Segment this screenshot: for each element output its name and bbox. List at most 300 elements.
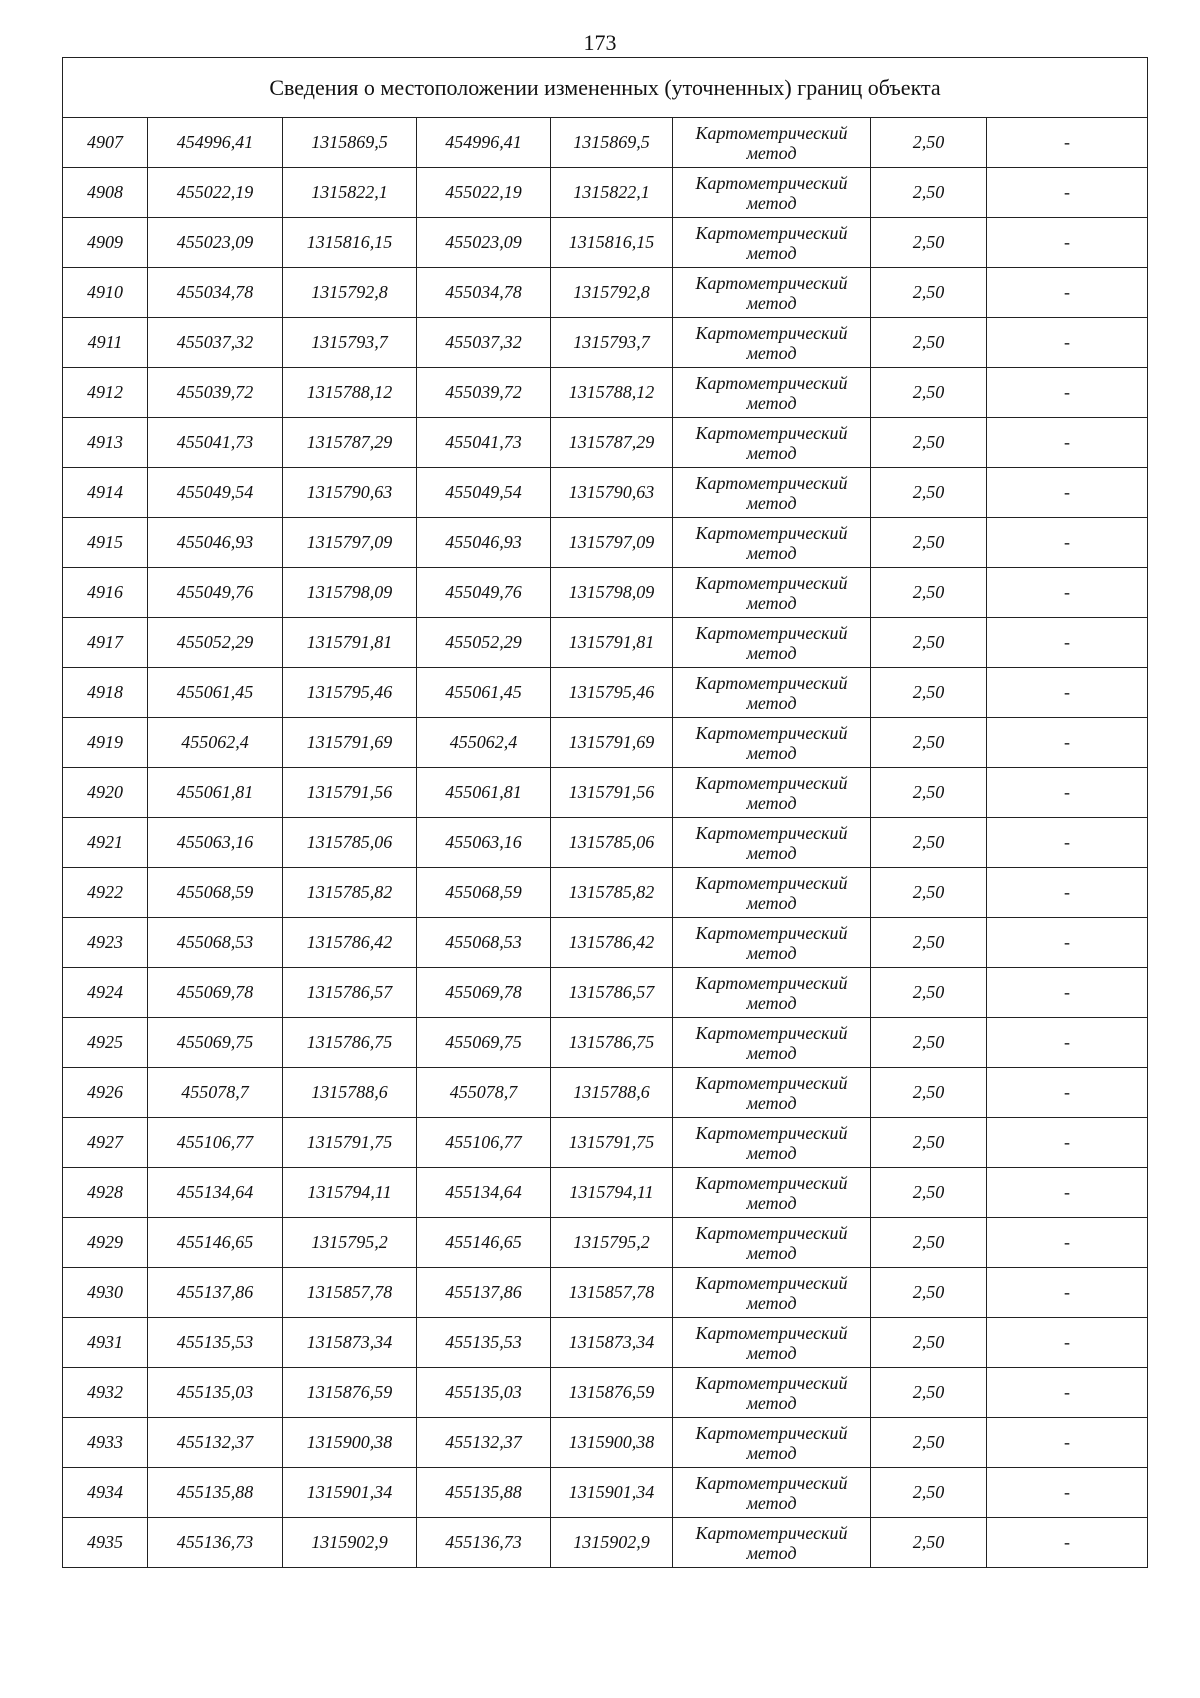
- y-new-cell: 1315790,63: [551, 468, 673, 518]
- x-existing-cell: 455022,19: [148, 168, 283, 218]
- point-number-cell: 4909: [63, 218, 148, 268]
- method-line-1: Картометрический: [695, 1422, 848, 1443]
- method-line-1: Картометрический: [695, 472, 848, 493]
- method-line-2: метод: [746, 492, 797, 513]
- x-existing-cell: 454996,41: [148, 118, 283, 168]
- point-number-cell: 4912: [63, 368, 148, 418]
- x-new-cell: 455132,37: [417, 1418, 551, 1468]
- x-new-cell: 455049,76: [417, 568, 551, 618]
- table-row: [63, 768, 1148, 818]
- note-cell: -: [987, 268, 1148, 318]
- y-new-cell: 1315794,11: [551, 1168, 673, 1218]
- x-existing-cell: 455052,29: [148, 618, 283, 668]
- x-existing-cell: 455106,77: [148, 1118, 283, 1168]
- table-row: [63, 368, 1148, 418]
- y-existing-cell: 1315900,38: [283, 1418, 417, 1468]
- x-new-cell: 455134,64: [417, 1168, 551, 1218]
- y-new-cell: 1315786,75: [551, 1018, 673, 1068]
- method-line-1: Картометрический: [695, 722, 848, 743]
- accuracy-cell: 2,50: [871, 668, 987, 718]
- method-cell: [673, 268, 871, 318]
- y-new-cell: 1315788,12: [551, 368, 673, 418]
- method-cell: [673, 318, 871, 368]
- method-line-1: Картометрический: [695, 272, 848, 293]
- y-existing-cell: 1315822,1: [283, 168, 417, 218]
- x-existing-cell: 455049,54: [148, 468, 283, 518]
- accuracy-cell: 2,50: [871, 1068, 987, 1118]
- table-row: [63, 918, 1148, 968]
- method-line-2: метод: [746, 892, 797, 913]
- point-number-cell: 4914: [63, 468, 148, 518]
- method-line-2: метод: [746, 792, 797, 813]
- note-cell: -: [987, 1018, 1148, 1068]
- point-number-cell: 4915: [63, 518, 148, 568]
- y-new-cell: 1315786,42: [551, 918, 673, 968]
- method-cell: [673, 218, 871, 268]
- method-line-1: Картометрический: [695, 1072, 848, 1093]
- x-existing-cell: 455068,59: [148, 868, 283, 918]
- method-line-1: Картометрический: [695, 872, 848, 893]
- method-line-2: метод: [746, 1442, 797, 1463]
- table-row: [63, 1168, 1148, 1218]
- method-cell: [673, 418, 871, 468]
- method-line-2: метод: [746, 1092, 797, 1113]
- y-new-cell: 1315816,15: [551, 218, 673, 268]
- y-existing-cell: 1315786,42: [283, 918, 417, 968]
- y-existing-cell: 1315794,11: [283, 1168, 417, 1218]
- point-number-cell: 4931: [63, 1318, 148, 1368]
- method-line-2: метод: [746, 1542, 797, 1563]
- x-new-cell: 455049,54: [417, 468, 551, 518]
- note-cell: -: [987, 668, 1148, 718]
- y-new-cell: 1315857,78: [551, 1268, 673, 1318]
- x-new-cell: 455062,4: [417, 718, 551, 768]
- method-cell: [673, 568, 871, 618]
- x-new-cell: 455063,16: [417, 818, 551, 868]
- method-line-1: Картометрический: [695, 1022, 848, 1043]
- y-new-cell: 1315792,8: [551, 268, 673, 318]
- x-new-cell: 455135,53: [417, 1318, 551, 1368]
- x-existing-cell: 455041,73: [148, 418, 283, 468]
- method-line-2: метод: [746, 1042, 797, 1063]
- x-existing-cell: 455034,78: [148, 268, 283, 318]
- x-new-cell: 455135,03: [417, 1368, 551, 1418]
- x-new-cell: 455061,45: [417, 668, 551, 718]
- point-number-cell: 4935: [63, 1518, 148, 1568]
- y-existing-cell: 1315788,6: [283, 1068, 417, 1118]
- method-cell: [673, 1318, 871, 1368]
- y-new-cell: 1315793,7: [551, 318, 673, 368]
- page-number: 173: [583, 30, 617, 55]
- note-cell: -: [987, 1168, 1148, 1218]
- y-new-cell: 1315873,34: [551, 1318, 673, 1368]
- method-cell: [673, 1118, 871, 1168]
- x-new-cell: 455039,72: [417, 368, 551, 418]
- y-existing-cell: 1315857,78: [283, 1268, 417, 1318]
- y-existing-cell: 1315902,9: [283, 1518, 417, 1568]
- point-number-cell: 4929: [63, 1218, 148, 1268]
- method-cell: [673, 868, 871, 918]
- x-new-cell: 455046,93: [417, 518, 551, 568]
- table-row: [63, 468, 1148, 518]
- point-number-cell: 4928: [63, 1168, 148, 1218]
- x-existing-cell: 455062,4: [148, 718, 283, 768]
- y-new-cell: 1315822,1: [551, 168, 673, 218]
- y-new-cell: 1315786,57: [551, 968, 673, 1018]
- y-new-cell: 1315791,81: [551, 618, 673, 668]
- point-number-cell: 4930: [63, 1268, 148, 1318]
- method-cell: [673, 118, 871, 168]
- point-number-cell: 4907: [63, 118, 148, 168]
- note-cell: -: [987, 1068, 1148, 1118]
- y-existing-cell: 1315873,34: [283, 1318, 417, 1368]
- y-existing-cell: 1315876,59: [283, 1368, 417, 1418]
- method-cell: [673, 1518, 871, 1568]
- y-existing-cell: 1315869,5: [283, 118, 417, 168]
- y-new-cell: 1315791,56: [551, 768, 673, 818]
- x-existing-cell: 455136,73: [148, 1518, 283, 1568]
- y-existing-cell: 1315788,12: [283, 368, 417, 418]
- accuracy-cell: 2,50: [871, 368, 987, 418]
- method-cell: [673, 1418, 871, 1468]
- note-cell: -: [987, 568, 1148, 618]
- method-line-1: Картометрический: [695, 122, 848, 143]
- table-row: [63, 1218, 1148, 1268]
- y-new-cell: 1315785,82: [551, 868, 673, 918]
- accuracy-cell: 2,50: [871, 418, 987, 468]
- x-existing-cell: 455069,78: [148, 968, 283, 1018]
- table-row: [63, 1018, 1148, 1068]
- x-existing-cell: 455063,16: [148, 818, 283, 868]
- x-existing-cell: 455135,88: [148, 1468, 283, 1518]
- note-cell: -: [987, 1318, 1148, 1368]
- method-line-2: метод: [746, 992, 797, 1013]
- method-line-1: Картометрический: [695, 372, 848, 393]
- method-line-1: Картометрический: [695, 672, 848, 693]
- point-number-cell: 4921: [63, 818, 148, 868]
- method-line-2: метод: [746, 1292, 797, 1313]
- method-line-1: Картометрический: [695, 1172, 848, 1193]
- note-cell: -: [987, 1418, 1148, 1468]
- y-existing-cell: 1315790,63: [283, 468, 417, 518]
- table-row: [63, 1068, 1148, 1118]
- x-new-cell: 455106,77: [417, 1118, 551, 1168]
- method-line-1: Картометрический: [695, 622, 848, 643]
- y-new-cell: 1315798,09: [551, 568, 673, 618]
- accuracy-cell: 2,50: [871, 118, 987, 168]
- method-cell: [673, 718, 871, 768]
- method-cell: [673, 668, 871, 718]
- y-existing-cell: 1315791,75: [283, 1118, 417, 1168]
- note-cell: -: [987, 718, 1148, 768]
- point-number-cell: 4926: [63, 1068, 148, 1118]
- note-cell: -: [987, 318, 1148, 368]
- note-cell: -: [987, 1518, 1148, 1568]
- table-row: [63, 218, 1148, 268]
- table-row: [63, 168, 1148, 218]
- method-cell: [673, 1468, 871, 1518]
- y-existing-cell: 1315795,2: [283, 1218, 417, 1268]
- point-number-cell: 4920: [63, 768, 148, 818]
- x-existing-cell: 455137,86: [148, 1268, 283, 1318]
- y-new-cell: 1315791,75: [551, 1118, 673, 1168]
- accuracy-cell: 2,50: [871, 1318, 987, 1368]
- accuracy-cell: 2,50: [871, 718, 987, 768]
- table-row: [63, 318, 1148, 368]
- y-new-cell: 1315785,06: [551, 818, 673, 868]
- table-row: [63, 718, 1148, 768]
- accuracy-cell: 2,50: [871, 1518, 987, 1568]
- table-row: [63, 1318, 1148, 1368]
- method-line-2: метод: [746, 742, 797, 763]
- y-existing-cell: 1315785,06: [283, 818, 417, 868]
- note-cell: -: [987, 468, 1148, 518]
- y-existing-cell: 1315791,81: [283, 618, 417, 668]
- point-number-cell: 4934: [63, 1468, 148, 1518]
- note-cell: -: [987, 368, 1148, 418]
- x-new-cell: 455068,59: [417, 868, 551, 918]
- table-body: [63, 58, 1148, 1568]
- method-cell: [673, 1068, 871, 1118]
- note-cell: -: [987, 118, 1148, 168]
- point-number-cell: 4918: [63, 668, 148, 718]
- y-new-cell: 1315869,5: [551, 118, 673, 168]
- method-cell: [673, 1018, 871, 1068]
- x-existing-cell: 455023,09: [148, 218, 283, 268]
- method-line-1: Картометрический: [695, 1322, 848, 1343]
- method-line-2: метод: [746, 592, 797, 613]
- method-line-2: метод: [746, 1392, 797, 1413]
- method-line-2: метод: [746, 642, 797, 663]
- method-line-1: Картометрический: [695, 972, 848, 993]
- accuracy-cell: 2,50: [871, 818, 987, 868]
- method-line-2: метод: [746, 1142, 797, 1163]
- y-new-cell: 1315788,6: [551, 1068, 673, 1118]
- method-line-1: Картометрический: [695, 772, 848, 793]
- method-cell: [673, 1218, 871, 1268]
- x-existing-cell: 455049,76: [148, 568, 283, 618]
- x-new-cell: 455022,19: [417, 168, 551, 218]
- table-title-row: [63, 58, 1148, 118]
- method-cell: [673, 968, 871, 1018]
- y-new-cell: 1315876,59: [551, 1368, 673, 1418]
- x-new-cell: 455052,29: [417, 618, 551, 668]
- table-row: [63, 818, 1148, 868]
- accuracy-cell: 2,50: [871, 168, 987, 218]
- y-new-cell: 1315791,69: [551, 718, 673, 768]
- point-number-cell: 4916: [63, 568, 148, 618]
- x-new-cell: 455136,73: [417, 1518, 551, 1568]
- x-new-cell: 455135,88: [417, 1468, 551, 1518]
- method-line-1: Картометрический: [695, 172, 848, 193]
- x-existing-cell: 455069,75: [148, 1018, 283, 1068]
- method-cell: [673, 468, 871, 518]
- accuracy-cell: 2,50: [871, 1468, 987, 1518]
- y-existing-cell: 1315786,57: [283, 968, 417, 1018]
- method-cell: [673, 768, 871, 818]
- method-line-2: метод: [746, 1192, 797, 1213]
- x-existing-cell: 455078,7: [148, 1068, 283, 1118]
- point-number-cell: 4922: [63, 868, 148, 918]
- point-number-cell: 4923: [63, 918, 148, 968]
- table-row: [63, 418, 1148, 468]
- x-new-cell: 455078,7: [417, 1068, 551, 1118]
- method-cell: [673, 918, 871, 968]
- point-number-cell: 4932: [63, 1368, 148, 1418]
- method-line-1: Картометрический: [695, 322, 848, 343]
- method-cell: [673, 818, 871, 868]
- method-line-2: метод: [746, 442, 797, 463]
- method-cell: [673, 1168, 871, 1218]
- method-line-2: метод: [746, 242, 797, 263]
- method-line-1: Картометрический: [695, 222, 848, 243]
- method-line-2: метод: [746, 292, 797, 313]
- x-new-cell: 455137,86: [417, 1268, 551, 1318]
- note-cell: -: [987, 1368, 1148, 1418]
- table-row: [63, 868, 1148, 918]
- method-cell: [673, 1368, 871, 1418]
- accuracy-cell: 2,50: [871, 1418, 987, 1468]
- note-cell: -: [987, 918, 1148, 968]
- method-line-1: Картометрический: [695, 1522, 848, 1543]
- x-new-cell: 455041,73: [417, 418, 551, 468]
- table-row: [63, 1468, 1148, 1518]
- accuracy-cell: 2,50: [871, 468, 987, 518]
- y-new-cell: 1315901,34: [551, 1468, 673, 1518]
- accuracy-cell: 2,50: [871, 1018, 987, 1068]
- note-cell: -: [987, 968, 1148, 1018]
- method-line-1: Картометрический: [695, 1272, 848, 1293]
- point-number-cell: 4917: [63, 618, 148, 668]
- y-existing-cell: 1315797,09: [283, 518, 417, 568]
- y-new-cell: 1315795,46: [551, 668, 673, 718]
- y-existing-cell: 1315791,56: [283, 768, 417, 818]
- y-existing-cell: 1315786,75: [283, 1018, 417, 1068]
- y-existing-cell: 1315901,34: [283, 1468, 417, 1518]
- accuracy-cell: 2,50: [871, 1268, 987, 1318]
- method-line-2: метод: [746, 842, 797, 863]
- method-line-2: метод: [746, 142, 797, 163]
- x-new-cell: 455068,53: [417, 918, 551, 968]
- y-new-cell: 1315902,9: [551, 1518, 673, 1568]
- table-title: Сведения о местоположении измененных (уточненных) границ объекта: [63, 58, 1148, 118]
- note-cell: -: [987, 818, 1148, 868]
- table-row: [63, 268, 1148, 318]
- table-row: [63, 118, 1148, 168]
- method-line-2: метод: [746, 342, 797, 363]
- table-row: [63, 518, 1148, 568]
- table-row: [63, 1418, 1148, 1468]
- method-line-1: Картометрический: [695, 922, 848, 943]
- table-row: [63, 668, 1148, 718]
- accuracy-cell: 2,50: [871, 1168, 987, 1218]
- y-existing-cell: 1315795,46: [283, 668, 417, 718]
- x-new-cell: 455037,32: [417, 318, 551, 368]
- method-line-1: Картометрический: [695, 1472, 848, 1493]
- y-new-cell: 1315787,29: [551, 418, 673, 468]
- note-cell: -: [987, 618, 1148, 668]
- method-line-2: метод: [746, 542, 797, 563]
- method-line-2: метод: [746, 392, 797, 413]
- x-existing-cell: 455068,53: [148, 918, 283, 968]
- note-cell: -: [987, 768, 1148, 818]
- method-cell: [673, 618, 871, 668]
- method-line-2: метод: [746, 192, 797, 213]
- point-number-cell: 4910: [63, 268, 148, 318]
- table-row: [63, 1268, 1148, 1318]
- accuracy-cell: 2,50: [871, 268, 987, 318]
- x-existing-cell: 455039,72: [148, 368, 283, 418]
- y-new-cell: 1315900,38: [551, 1418, 673, 1468]
- table-row: [63, 618, 1148, 668]
- point-number-cell: 4924: [63, 968, 148, 1018]
- x-existing-cell: 455135,53: [148, 1318, 283, 1368]
- method-line-2: метод: [746, 1342, 797, 1363]
- accuracy-cell: 2,50: [871, 318, 987, 368]
- accuracy-cell: 2,50: [871, 1118, 987, 1168]
- method-line-2: метод: [746, 1492, 797, 1513]
- method-line-1: Картометрический: [695, 1122, 848, 1143]
- x-new-cell: 455069,75: [417, 1018, 551, 1068]
- y-existing-cell: 1315793,7: [283, 318, 417, 368]
- accuracy-cell: 2,50: [871, 568, 987, 618]
- x-new-cell: 455061,81: [417, 768, 551, 818]
- method-line-1: Картометрический: [695, 422, 848, 443]
- y-existing-cell: 1315785,82: [283, 868, 417, 918]
- method-line-1: Картометрический: [695, 572, 848, 593]
- method-line-1: Картометрический: [695, 822, 848, 843]
- accuracy-cell: 2,50: [871, 918, 987, 968]
- x-existing-cell: 455135,03: [148, 1368, 283, 1418]
- method-line-2: метод: [746, 692, 797, 713]
- x-new-cell: 455146,65: [417, 1218, 551, 1268]
- note-cell: -: [987, 868, 1148, 918]
- y-existing-cell: 1315787,29: [283, 418, 417, 468]
- method-cell: [673, 518, 871, 568]
- x-existing-cell: 455132,37: [148, 1418, 283, 1468]
- method-line-2: метод: [746, 1242, 797, 1263]
- table-row: [63, 1518, 1148, 1568]
- x-existing-cell: 455146,65: [148, 1218, 283, 1268]
- note-cell: -: [987, 168, 1148, 218]
- point-number-cell: 4919: [63, 718, 148, 768]
- y-existing-cell: 1315798,09: [283, 568, 417, 618]
- note-cell: -: [987, 1118, 1148, 1168]
- y-new-cell: 1315795,2: [551, 1218, 673, 1268]
- point-number-cell: 4927: [63, 1118, 148, 1168]
- x-new-cell: 455023,09: [417, 218, 551, 268]
- accuracy-cell: 2,50: [871, 518, 987, 568]
- note-cell: -: [987, 418, 1148, 468]
- point-number-cell: 4933: [63, 1418, 148, 1468]
- method-line-1: Картометрический: [695, 522, 848, 543]
- y-existing-cell: 1315816,15: [283, 218, 417, 268]
- boundary-coordinates-table: [62, 57, 1148, 1568]
- x-existing-cell: 455037,32: [148, 318, 283, 368]
- method-cell: [673, 368, 871, 418]
- table-row: [63, 1368, 1148, 1418]
- note-cell: -: [987, 1218, 1148, 1268]
- x-existing-cell: 455061,81: [148, 768, 283, 818]
- y-new-cell: 1315797,09: [551, 518, 673, 568]
- point-number-cell: 4911: [63, 318, 148, 368]
- note-cell: -: [987, 218, 1148, 268]
- point-number-cell: 4925: [63, 1018, 148, 1068]
- accuracy-cell: 2,50: [871, 868, 987, 918]
- note-cell: -: [987, 518, 1148, 568]
- x-new-cell: 454996,41: [417, 118, 551, 168]
- accuracy-cell: 2,50: [871, 768, 987, 818]
